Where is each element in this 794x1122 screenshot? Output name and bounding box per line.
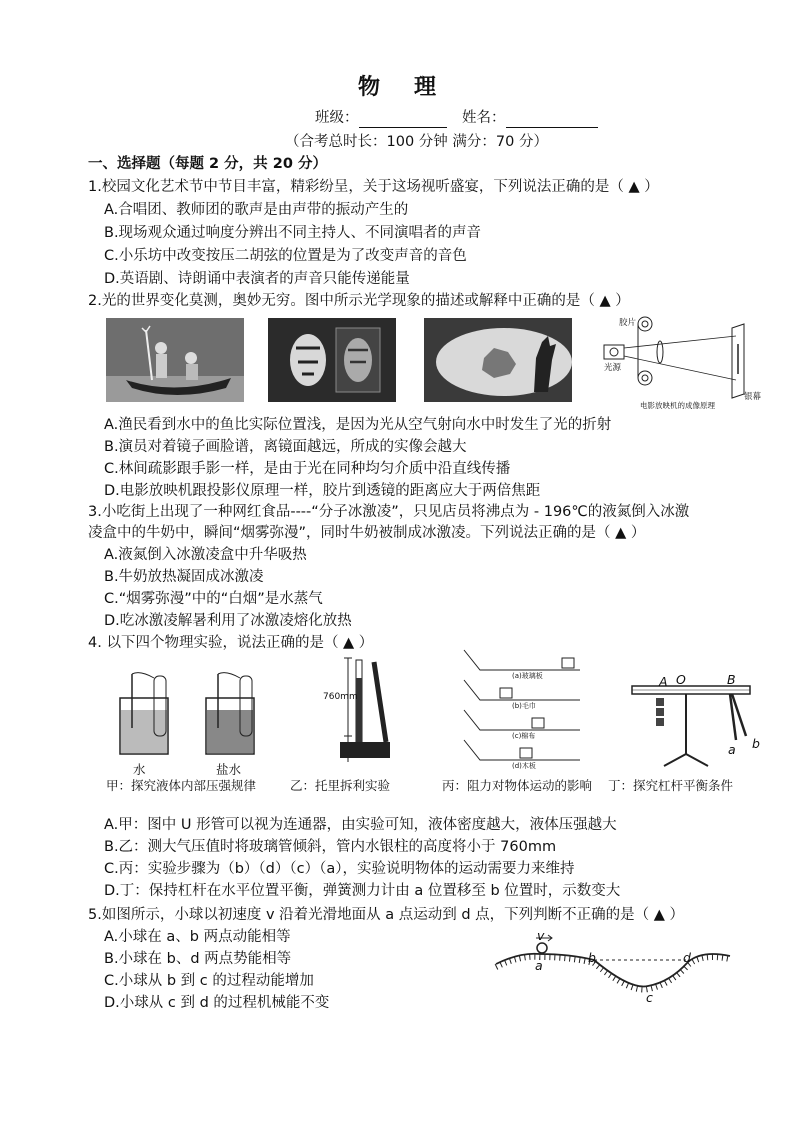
surface-b-label: (b)毛巾 <box>512 702 536 710</box>
name-label: 姓名： <box>462 110 506 126</box>
projector-caption: 电影放映机的成像原理 <box>640 401 715 410</box>
track-b-label: b <box>588 950 596 965</box>
q4-option-d: D.丁：保持杠杆在水平位置平衡，弹簧测力计由 a 位置移至 b 位置时，示数变大 <box>104 883 621 899</box>
caption-ding: 丁：探究杠杆平衡条件 <box>608 778 734 793</box>
projector-light-label: 光源 <box>604 363 622 373</box>
q1-option-a: A.合唱团、教师团的歌声是由声带的振动产生的 <box>104 202 409 218</box>
track-figure <box>490 928 740 998</box>
hand-shadow-photo <box>424 318 572 402</box>
lever-a-label: A <box>659 674 668 689</box>
q2-option-a: A.渔民看到水中的鱼比实际位置浅，是因为光从空气射向水中时发生了光的折射 <box>104 417 612 433</box>
surface-a-label: (a)玻璃板 <box>512 672 543 680</box>
q1-option-c: C.小乐坊中改变按压二胡弦的位置是为了改变声音的音色 <box>104 248 467 264</box>
section-heading: 一、选择题（每题 2 分，共 20 分） <box>88 156 327 172</box>
brine-label: 盐水 <box>216 762 242 777</box>
projector-screen-label: 银幕 <box>744 392 762 402</box>
q3-option-a: A.液氮倒入冰激凌盒中升华吸热 <box>104 547 307 563</box>
class-field <box>315 108 447 128</box>
q3-option-b: B.牛奶放热凝固成冰激凌 <box>104 569 264 585</box>
page-title: 物理 <box>357 75 470 100</box>
projector-film-label: 胶片 <box>619 318 637 328</box>
caption-jia: 甲：探究液体内部压强规律 <box>106 778 257 793</box>
q3-stem-line1: 3.小吃街上出现了一种网红食品----“分子冰激凌”，只见店员将沸点为 - 196℃的液氮倒入冰激 <box>88 504 690 520</box>
q3-option-d: D.吃冰激凌解暑利用了冰激凌熔化放热 <box>104 613 352 629</box>
track-d-label: d <box>683 950 691 965</box>
q5-stem: 5.如图所示，小球以初速度 v 沿着光滑地面从 a 点运动到 d 点，下列判断不正确的是（ ▲ ） <box>88 907 685 923</box>
q3-option-c: C.“烟雾弥漫”中的“白烟”是水蒸气 <box>104 591 323 607</box>
track-a-label: a <box>535 958 543 973</box>
torricelli-height-label: 760mm <box>323 692 358 702</box>
q2-option-c: C.林间疏影跟手影一样，是由于光在同种均匀介质中沿直线传播 <box>104 461 511 477</box>
lever-pos-a-label: a <box>728 742 736 757</box>
lever-figure <box>624 668 772 772</box>
q5-option-c: C.小球从 b 到 c 的过程动能增加 <box>104 973 314 989</box>
name-field <box>462 108 598 128</box>
q1-option-d: D.英语剧、诗朗诵中表演者的声音只能传递能量 <box>104 271 410 287</box>
q5-option-a: A.小球在 a、b 两点动能相等 <box>104 929 291 945</box>
lever-pos-b-label: b <box>752 736 760 751</box>
track-v-label: v <box>537 928 545 943</box>
q4-option-c: C.丙：实验步骤为（b）（d）（c）（a），实验说明物体的运动需要力来维持 <box>104 861 575 877</box>
torricelli-figure <box>318 654 398 774</box>
class-blank[interactable] <box>359 111 447 128</box>
q1-option-b: B.现场观众通过响度分辨出不同主持人、不同演唱者的声音 <box>104 225 482 241</box>
track-c-label: c <box>646 990 653 1005</box>
q2-option-b: B.演员对着镜子画脸谱，离镜面越远，所成的实像会越大 <box>104 439 467 455</box>
q1-stem: 1.校园文化艺术节中节目丰富，精彩纷呈，关于这场视听盛宴，下列说法正确的是（ ▲ ） <box>88 179 659 195</box>
liquid-pressure-figure <box>114 668 264 764</box>
mirror-photo <box>268 318 396 402</box>
caption-yi: 乙：托里拆利实验 <box>290 778 391 793</box>
exam-info: （合考总时长：100 分钟 满分：70 分） <box>285 134 548 150</box>
class-label: 班级： <box>315 110 359 126</box>
surface-d-label: (d)木板 <box>512 762 536 770</box>
q4-stem: 4. 以下四个物理实验，说法正确的是（ ▲ ） <box>88 635 374 651</box>
q3-stem-line2: 凌盒中的牛奶中，瞬间“烟雾弥漫”，同时牛奶被制成冰激凌。下列说法正确的是（ ▲ ） <box>88 525 646 541</box>
q2-option-d: D.电影放映机跟投影仪原理一样，胶片到透镜的距离应大于两倍焦距 <box>104 483 541 499</box>
caption-bing: 丙：阻力对物体运动的影响 <box>442 778 593 793</box>
lever-b-label: B <box>727 672 736 687</box>
fisherman-photo <box>106 318 244 402</box>
surface-c-label: (c)棉布 <box>512 732 536 740</box>
q5-option-b: B.小球在 b、d 两点势能相等 <box>104 951 292 967</box>
q5-option-d: D.小球从 c 到 d 的过程机械能不变 <box>104 995 330 1011</box>
water-label: 水 <box>133 762 146 777</box>
name-blank[interactable] <box>506 111 598 128</box>
lever-o-label: O <box>676 672 686 687</box>
q4-option-b: B.乙：测大气压值时将玻璃管倾斜，管内水银柱的高度将小于 760mm <box>104 839 557 855</box>
q4-option-a: A.甲：图中 U 形管可以视为连通器，由实验可知，液体密度越大，液体压强越大 <box>104 817 617 833</box>
q2-stem: 2.光的世界变化莫测，奥妙无穷。图中所示光学现象的描述或解释中正确的是（ ▲ ） <box>88 293 630 309</box>
